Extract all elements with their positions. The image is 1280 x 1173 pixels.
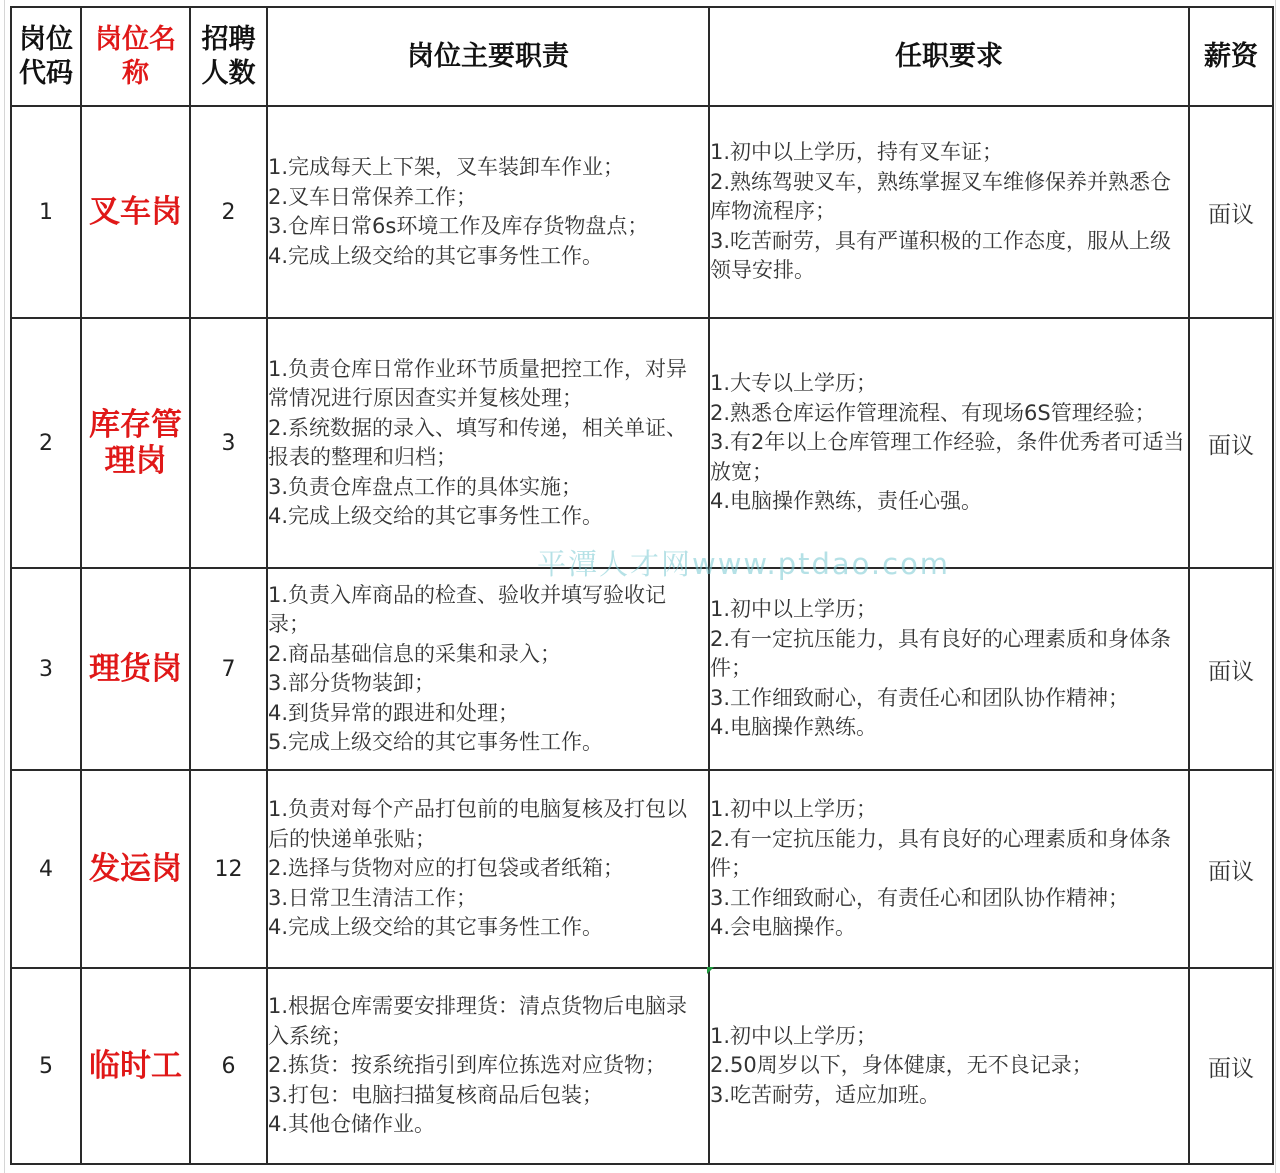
- duty-line: 4.完成上级交给的其它事务性工作。: [268, 915, 604, 940]
- headcount: 12: [190, 770, 267, 968]
- position-name: 临时工: [81, 968, 190, 1164]
- header-code: 岗位代码: [11, 7, 81, 106]
- salary: 面议: [1189, 770, 1273, 968]
- duty-line: 3.负责仓库盘点工作的具体实施；: [268, 474, 583, 499]
- duties-cell: [267, 568, 709, 770]
- requirements-cell: [709, 568, 1189, 770]
- requirements-cell: [709, 318, 1189, 568]
- duty-line: 1.负责对每个产品打包前的电脑复核及打包以后的快递单张贴；: [268, 797, 688, 851]
- duty-line: 1.完成每天上下架，叉车装卸车作业；: [268, 155, 625, 179]
- requirement-line: 1.初中以上学历；: [710, 597, 878, 622]
- duty-line: 3.打包：电脑扫描复核商品后包装；: [268, 1082, 604, 1107]
- requirements-cell: [709, 106, 1189, 318]
- job-table: [10, 6, 1274, 1165]
- requirement-line: 1.初中以上学历，持有叉车证；: [710, 140, 1004, 165]
- header-salary: 薪资: [1189, 7, 1273, 106]
- duties-cell: [267, 106, 709, 318]
- table-row: [11, 568, 1273, 770]
- requirement-line: 2.熟悉仓库运作管理流程、有现场6S管理经验；: [710, 400, 1156, 425]
- table-row: [11, 318, 1273, 568]
- requirements-cell: [709, 770, 1189, 968]
- headcount: 6: [190, 968, 267, 1164]
- duty-line: 1.负责入库商品的检查、验收并填写验收记录；: [268, 582, 667, 636]
- requirement-line: 2.有一定抗压能力，具有良好的心理素质和身体条件；: [710, 626, 1172, 681]
- duty-line: 2.系统数据的录入、填写和传递，相关单证、报表的整理和归档；: [268, 415, 688, 469]
- position-name: 库存管理岗: [81, 318, 190, 568]
- position-name: 发运岗: [81, 770, 190, 968]
- header-requirements: 任职要求: [709, 7, 1189, 106]
- duty-line: 4.其他仓储作业。: [268, 1112, 436, 1137]
- requirement-line: 3.有2年以上仓库管理工作经验，条件优秀者可适当放宽；: [710, 430, 1185, 484]
- duty-line: 2.选择与货物对应的打包袋或者纸箱；: [268, 856, 625, 881]
- duty-line: 3.日常卫生清洁工作；: [268, 885, 478, 910]
- table-row: [11, 770, 1273, 968]
- table-row: [11, 106, 1273, 318]
- requirements-cell: [709, 968, 1189, 1164]
- duty-line: 5.完成上级交给的其它事务性工作。: [268, 730, 604, 754]
- duty-line: 2.叉车日常保养工作；: [268, 184, 478, 209]
- duty-line: 1.根据仓库需要安排理货：清点货物后电脑录入系统；: [268, 994, 688, 1048]
- duty-line: 3.部分货物装卸；: [268, 671, 436, 695]
- duties-cell: [267, 770, 709, 968]
- position-name: 叉车岗: [81, 106, 190, 318]
- requirement-line: 3.吃苦耐劳，适应加班。: [710, 1082, 941, 1107]
- requirement-line: 2.熟练驾驶叉车，熟练掌握叉车维修保养并熟悉仓库物流程序；: [710, 169, 1172, 224]
- requirement-line: 3.工作细致耐心，有责任心和团队协作精神；: [710, 685, 1130, 710]
- requirement-line: 3.吃苦耐劳，具有严谨积极的工作态度，服从上级领导安排。: [710, 228, 1172, 283]
- position-code: 5: [11, 968, 81, 1164]
- requirement-line: 2.有一定抗压能力，具有良好的心理素质和身体条件；: [710, 826, 1172, 881]
- position-code: 3: [11, 568, 81, 770]
- salary: 面议: [1189, 568, 1273, 770]
- duty-line: 4.完成上级交给的其它事务性工作。: [268, 243, 604, 268]
- sheet-gridline: [4, 0, 5, 1173]
- position-code: 2: [11, 318, 81, 568]
- header-duties: 岗位主要职责: [267, 7, 709, 106]
- salary: 面议: [1189, 318, 1273, 568]
- requirement-line: 1.初中以上学历；: [710, 1023, 878, 1048]
- sheet-gridline: [1275, 0, 1276, 1173]
- requirement-line: 1.大专以上学历；: [710, 371, 878, 396]
- header-name: 岗位名称: [81, 7, 190, 106]
- headcount: 2: [190, 106, 267, 318]
- headcount: 3: [190, 318, 267, 568]
- duty-line: 3.仓库日常6s环境工作及库存货物盘点；: [268, 214, 649, 238]
- duty-line: 1.负责仓库日常作业环节质量把控工作，对异常情况进行原因查实并复核处理；: [268, 356, 688, 410]
- duty-line: 4.到货异常的跟进和处理；: [268, 700, 520, 725]
- duties-cell: [267, 318, 709, 568]
- table-row: [11, 968, 1273, 1164]
- duty-line: 4.完成上级交给的其它事务性工作。: [268, 504, 604, 528]
- position-code: 1: [11, 106, 81, 318]
- requirement-line: 4.会电脑操作。: [710, 915, 857, 940]
- requirement-line: 4.电脑操作熟练。: [710, 715, 878, 740]
- headcount: 7: [190, 568, 267, 770]
- duty-line: 2.拣货：按系统指引到库位拣选对应货物；: [268, 1053, 667, 1078]
- header-count: 招聘人数: [190, 7, 267, 106]
- salary: 面议: [1189, 968, 1273, 1164]
- requirement-line: 2.50周岁以下，身体健康，无不良记录；: [710, 1053, 1093, 1078]
- requirement-line: 4.电脑操作熟练，责任心强。: [710, 489, 983, 514]
- salary: 面议: [1189, 106, 1273, 318]
- site-watermark: 平潭人才网www.ptdao.com: [537, 547, 951, 581]
- position-code: 4: [11, 770, 81, 968]
- requirement-line: 3.工作细致耐心，有责任心和团队协作精神；: [710, 885, 1130, 910]
- header-row: [11, 7, 1273, 106]
- position-name: 理货岗: [81, 568, 190, 770]
- duty-line: 2.商品基础信息的采集和录入；: [268, 641, 562, 666]
- cell-comment-marker: [707, 967, 714, 974]
- requirement-line: 1.初中以上学历；: [710, 797, 878, 822]
- duties-cell: [267, 968, 709, 1164]
